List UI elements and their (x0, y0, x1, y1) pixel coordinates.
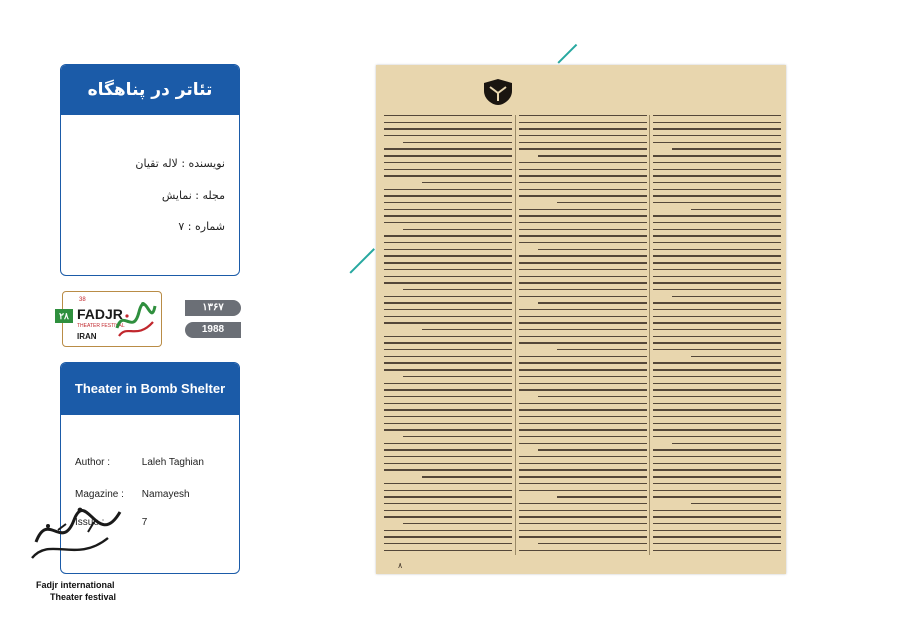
text-line (519, 142, 647, 143)
text-line (653, 162, 781, 163)
text-line (557, 496, 647, 497)
text-line (519, 510, 647, 511)
text-line (519, 429, 647, 430)
persian-issue: شماره : ۷ (178, 220, 225, 233)
text-line (653, 496, 781, 497)
text-line (519, 389, 647, 390)
text-line (653, 449, 781, 450)
text-line (384, 356, 512, 357)
text-line (653, 389, 781, 390)
text-line (519, 182, 647, 183)
article-column-right (653, 115, 781, 560)
text-line (384, 443, 512, 444)
text-line (672, 148, 781, 149)
text-line (653, 242, 781, 243)
text-line (538, 302, 647, 303)
text-line (519, 369, 647, 370)
text-line (384, 349, 512, 350)
text-line (519, 490, 647, 491)
text-line (653, 302, 781, 303)
text-line (653, 249, 781, 250)
text-line (422, 329, 512, 330)
text-line (653, 322, 781, 323)
text-line (384, 342, 512, 343)
text-line (384, 202, 512, 203)
text-line (653, 476, 781, 477)
text-line (519, 483, 647, 484)
text-line (384, 456, 512, 457)
text-line (519, 255, 647, 256)
text-line (519, 516, 647, 517)
text-line (519, 409, 647, 410)
logo-name: FADJR (77, 306, 123, 322)
text-line (384, 162, 512, 163)
text-line (653, 543, 781, 544)
text-line (538, 543, 647, 544)
text-line (653, 309, 781, 310)
text-line (384, 449, 512, 450)
text-line (653, 429, 781, 430)
fadjr-festival-logo (59, 291, 162, 347)
text-line (384, 115, 512, 116)
text-line (519, 456, 647, 457)
text-line (519, 530, 647, 531)
text-line (384, 429, 512, 430)
text-line (653, 490, 781, 491)
text-line (403, 142, 512, 143)
author-value: Laleh Taghian (141, 457, 204, 468)
text-line (384, 516, 512, 517)
text-line (519, 550, 647, 551)
text-line (384, 490, 512, 491)
text-line (384, 362, 512, 363)
text-line (519, 296, 647, 297)
text-line (519, 235, 647, 236)
text-line (519, 169, 647, 170)
text-line (519, 476, 647, 477)
text-line (384, 416, 512, 417)
text-line (519, 356, 647, 357)
calligraphy-logo-icon (113, 298, 159, 342)
text-line (653, 550, 781, 551)
text-line (384, 276, 512, 277)
text-line (519, 229, 647, 230)
text-line (653, 128, 781, 129)
year-persian: ۱۳۶۷ (185, 300, 241, 316)
text-line (384, 510, 512, 511)
issue-value: 7 (141, 517, 148, 528)
text-line (519, 148, 647, 149)
text-line (653, 115, 781, 116)
text-line (653, 189, 781, 190)
logo-country: IRAN (77, 332, 97, 341)
text-line (653, 369, 781, 370)
text-line (653, 122, 781, 123)
magazine-value: Namayesh (141, 489, 190, 500)
text-line (384, 169, 512, 170)
text-line (422, 182, 512, 183)
page-number: ۸ (398, 561, 403, 570)
text-line (384, 469, 512, 470)
text-line (519, 282, 647, 283)
text-line (653, 235, 781, 236)
text-line (691, 209, 781, 210)
text-line (384, 496, 512, 497)
text-line (653, 349, 781, 350)
text-line (653, 483, 781, 484)
text-line (653, 396, 781, 397)
text-line (519, 536, 647, 537)
text-line (653, 510, 781, 511)
english-magazine-row (75, 489, 190, 500)
text-line (653, 516, 781, 517)
text-line (519, 209, 647, 210)
text-line (384, 302, 512, 303)
text-line (519, 195, 647, 196)
text-line (653, 155, 781, 156)
text-line (653, 182, 781, 183)
text-line (384, 215, 512, 216)
text-line (519, 322, 647, 323)
text-line (653, 142, 781, 143)
text-line (653, 169, 781, 170)
text-line (519, 175, 647, 176)
text-line (653, 469, 781, 470)
persian-magazine: مجله : نمایش (161, 189, 225, 202)
scanned-article-page (376, 65, 786, 574)
text-line (653, 342, 781, 343)
english-author-row (75, 457, 204, 468)
text-line (519, 336, 647, 337)
article-column-left (384, 115, 512, 560)
text-line (384, 282, 512, 283)
text-line (519, 316, 647, 317)
text-line (384, 296, 512, 297)
text-line (384, 530, 512, 531)
text-line (384, 209, 512, 210)
magazine-label: Magazine : (75, 489, 124, 500)
text-line (557, 349, 647, 350)
text-line (519, 215, 647, 216)
text-line (538, 155, 647, 156)
logo-badge: ۲۸ (55, 309, 73, 323)
text-line (422, 476, 512, 477)
text-line (538, 249, 647, 250)
text-line (384, 389, 512, 390)
text-line (384, 222, 512, 223)
persian-info-card (60, 64, 240, 276)
text-line (384, 463, 512, 464)
persian-title: تئاتر در پناهگاه (61, 65, 239, 115)
text-line (384, 195, 512, 196)
text-line (519, 289, 647, 290)
text-line (519, 276, 647, 277)
text-line (384, 369, 512, 370)
text-line (653, 423, 781, 424)
text-line (519, 189, 647, 190)
text-line (653, 409, 781, 410)
text-line (384, 135, 512, 136)
text-line (519, 242, 647, 243)
text-line (384, 122, 512, 123)
text-line (672, 443, 781, 444)
text-line (384, 336, 512, 337)
text-line (519, 416, 647, 417)
text-line (384, 235, 512, 236)
text-line (384, 550, 512, 551)
text-line (653, 255, 781, 256)
text-line (519, 383, 647, 384)
text-line (384, 409, 512, 410)
text-line (653, 523, 781, 524)
text-line (557, 202, 647, 203)
text-line (384, 309, 512, 310)
calligraphy-watermark-icon (28, 502, 128, 566)
text-line (403, 376, 512, 377)
text-line (384, 503, 512, 504)
text-line (653, 229, 781, 230)
text-line (519, 469, 647, 470)
text-line (538, 396, 647, 397)
text-line (519, 128, 647, 129)
text-line (653, 416, 781, 417)
text-line (384, 189, 512, 190)
text-line (653, 175, 781, 176)
text-line (519, 269, 647, 270)
text-line (519, 342, 647, 343)
text-line (519, 222, 647, 223)
text-line (653, 215, 781, 216)
decorative-line-top (557, 44, 576, 63)
text-line (653, 202, 781, 203)
text-line (384, 175, 512, 176)
text-line (403, 523, 512, 524)
text-line (403, 436, 512, 437)
text-line (384, 396, 512, 397)
text-line (519, 135, 647, 136)
text-line (384, 262, 512, 263)
text-line (653, 316, 781, 317)
text-line (653, 289, 781, 290)
text-line (384, 322, 512, 323)
fadjr-international-logo (28, 502, 128, 610)
text-line (672, 296, 781, 297)
text-line (653, 463, 781, 464)
text-line (519, 309, 647, 310)
footer-logo-line2: Theater festival (50, 592, 117, 602)
text-line (519, 463, 647, 464)
text-line (384, 543, 512, 544)
text-line (403, 289, 512, 290)
text-line (519, 122, 647, 123)
text-line (384, 255, 512, 256)
text-line (519, 376, 647, 377)
text-line (384, 403, 512, 404)
text-line (519, 262, 647, 263)
text-line (384, 316, 512, 317)
text-line (653, 536, 781, 537)
text-line (384, 148, 512, 149)
text-line (653, 436, 781, 437)
text-line (384, 128, 512, 129)
footer-logo-line1: Fadjr international (36, 580, 115, 590)
text-line (653, 135, 781, 136)
logo-subtitle: THEATER FESTIVAL (77, 323, 125, 329)
text-line (384, 242, 512, 243)
text-line (384, 483, 512, 484)
persian-author: نویسنده : لاله تقیان (135, 157, 225, 170)
text-line (384, 249, 512, 250)
text-line (653, 403, 781, 404)
text-line (384, 155, 512, 156)
decorative-line-left (349, 248, 374, 273)
column-rule-2 (649, 115, 650, 555)
text-line (691, 503, 781, 504)
text-line (384, 269, 512, 270)
text-line (519, 523, 647, 524)
text-line (653, 282, 781, 283)
year-gregorian: 1988 (185, 322, 241, 338)
text-line (519, 162, 647, 163)
text-line (384, 383, 512, 384)
text-line (653, 222, 781, 223)
text-line (519, 403, 647, 404)
text-line (519, 503, 647, 504)
text-line (519, 443, 647, 444)
text-line (653, 456, 781, 457)
text-line (519, 436, 647, 437)
text-line (519, 362, 647, 363)
author-label: Author : (75, 457, 111, 468)
column-rule-1 (515, 115, 516, 555)
issue-label: Issue : (75, 517, 105, 528)
text-line (653, 383, 781, 384)
text-line (519, 329, 647, 330)
text-line (691, 356, 781, 357)
text-line (403, 229, 512, 230)
text-line (653, 269, 781, 270)
text-line (653, 276, 781, 277)
article-column-middle (519, 115, 647, 560)
text-line (653, 530, 781, 531)
text-line (653, 336, 781, 337)
text-line (653, 195, 781, 196)
english-title: Theater in Bomb Shelter (61, 363, 239, 415)
logo-edition: 38 (79, 297, 86, 303)
text-line (653, 376, 781, 377)
text-line (653, 362, 781, 363)
text-line (653, 329, 781, 330)
magazine-emblem-icon (482, 77, 514, 107)
text-line (519, 115, 647, 116)
text-line (384, 423, 512, 424)
text-line (653, 262, 781, 263)
text-line (384, 536, 512, 537)
text-line (519, 423, 647, 424)
text-line (538, 449, 647, 450)
